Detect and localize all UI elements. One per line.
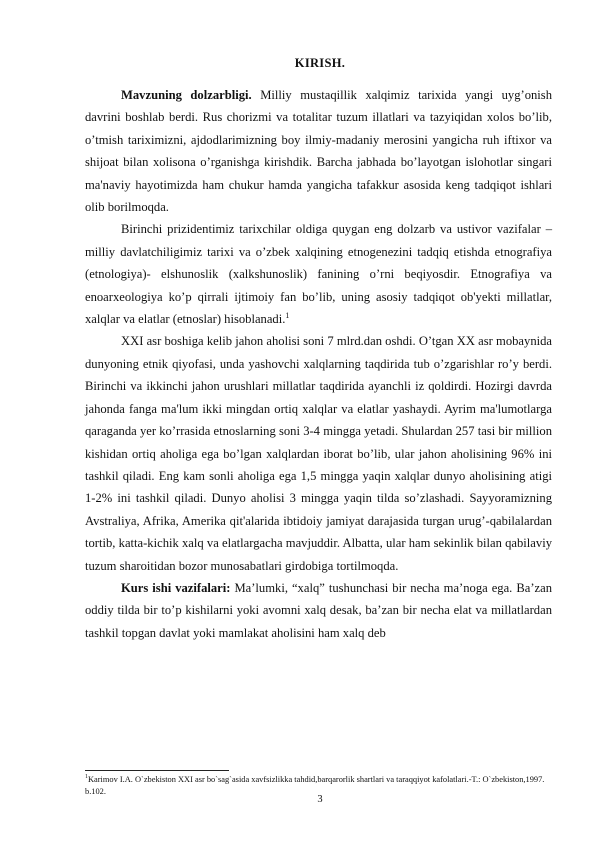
footnote-mark: 1 (85, 774, 88, 781)
footnote-divider (85, 770, 229, 771)
relevance-heading: Mavzuning dolzarbligi. (121, 88, 252, 102)
paragraph-relevance (85, 84, 552, 218)
population-text: XXI asr boshiga kelib jahon aholisi soni 7 mlrd.dan oshdi. O’tgan XX asr mobaynida dunyoning etnik qiyofasi, unda yashovchi xalqlarning taqdirida tub o’zgarishlar ro’y berdi. Birinchi va ikkinchi jahon urushlari millatlar taqdirida ayanchli iz qoldirdi. Hozirgi davrda jahonda fanga ma'lum ikki mingdan ortiq xalqlar va elatlar yashaydi. Ayrim ma'lumotlarga qaraganda yer ko’rrasida etnoslarning soni 3-4 mingga yetadi. Shulardan 257 tasi bir million kishidan ortiq aholiga ega bo’lgan xalqlardan iborat bo’lib, ular jahon aholisining 96% ini tashkil qiladi. Eng kam sonli aholiga ega 1,5 mingga yaqin xalqlar dunyo aholisining atigi 1-2% ini tashkil qiladi. Dunyo aholisi 3 mingga yaqin tilda so’zlashadi. Sayyoramizning Avstraliya, Afrika, Amerika qit'alarida ibtidoiy jamiyat darajasida turgan urug’-qabilalardan tortib, katta-kichik xalq va elatlargacha mavjuddir. Albatta, ular ham sekinlik bilan qabilaviy tuzum sharoitidan bozor munosabatlari girdobiga tortilmoqda. (85, 334, 552, 573)
tasks-heading: Kurs ishi vazifalari: (121, 580, 231, 595)
tasks-text: Ma’lumki, “xalq” tushunchasi bir necha ma’noga ega. Ba’zan oddiy tilda bir to’p kishilarni yoki avomni xalq desak, ba’zan bir necha elat va millatlardan tashkil topgan davlat yoki mamlakat aholisini ham xalq deb (85, 580, 552, 640)
body-text (85, 84, 552, 644)
page-number: 3 (317, 794, 323, 805)
footnote-reference[interactable]: 1 (285, 310, 290, 320)
ethnography-text: Birinchi prizidentimiz tarixchilar oldiga quygan eng dolzarb va ustivor vazifalar – milliy davlatchiligimiz tarixi va o’zbek xalqining etnogenezini tadqiq etishda etnografiya (etnologiya)- elshunoslik (xalkshunoslik) fanining o’rni beqiyosdir. Etnografiya va enoarxeologiya ko’p qirrali ijtimoiy fan bo’lib, uning asosiy tadqiqot ob'yekti millatlar, xalqlar va elatlar (etnoslar) hisoblanadi. (85, 222, 552, 327)
paragraph-population (85, 330, 552, 576)
paragraph-tasks (85, 577, 552, 644)
relevance-text: Milliy mustaqillik xalqimiz tarixida yangi uyg’onish davrini boshlab berdi. Rus chorizmi va totalitar tuzum illatlari va tazyiqidan xolos bo’lib, o’tmish tariximizni, ajdodlarimizning boy ilmiy-madaniy merosini yangicha ruh iftixor va shijoat bilan xolisona o’rganishga kirishdik. Barcha jabhada bo’layotgan islohotlar singari ma'naviy hayotimizda ham chukur hamda yangicha tafakkur asosida keng tadqiqot ishlari olib borilmoqda. (85, 88, 553, 215)
page-title: KIRISH. (294, 56, 346, 70)
paragraph-ethnography (85, 218, 552, 330)
footnote-text: Karimov I.A. O`zbekiston XXI asr bo`sag`asida xavfsizlikka tahdid,barqarorlik shartlari va taraqqiyot kafolatlari.-T.: O`zbekiston,1997. b.102. (85, 775, 545, 796)
